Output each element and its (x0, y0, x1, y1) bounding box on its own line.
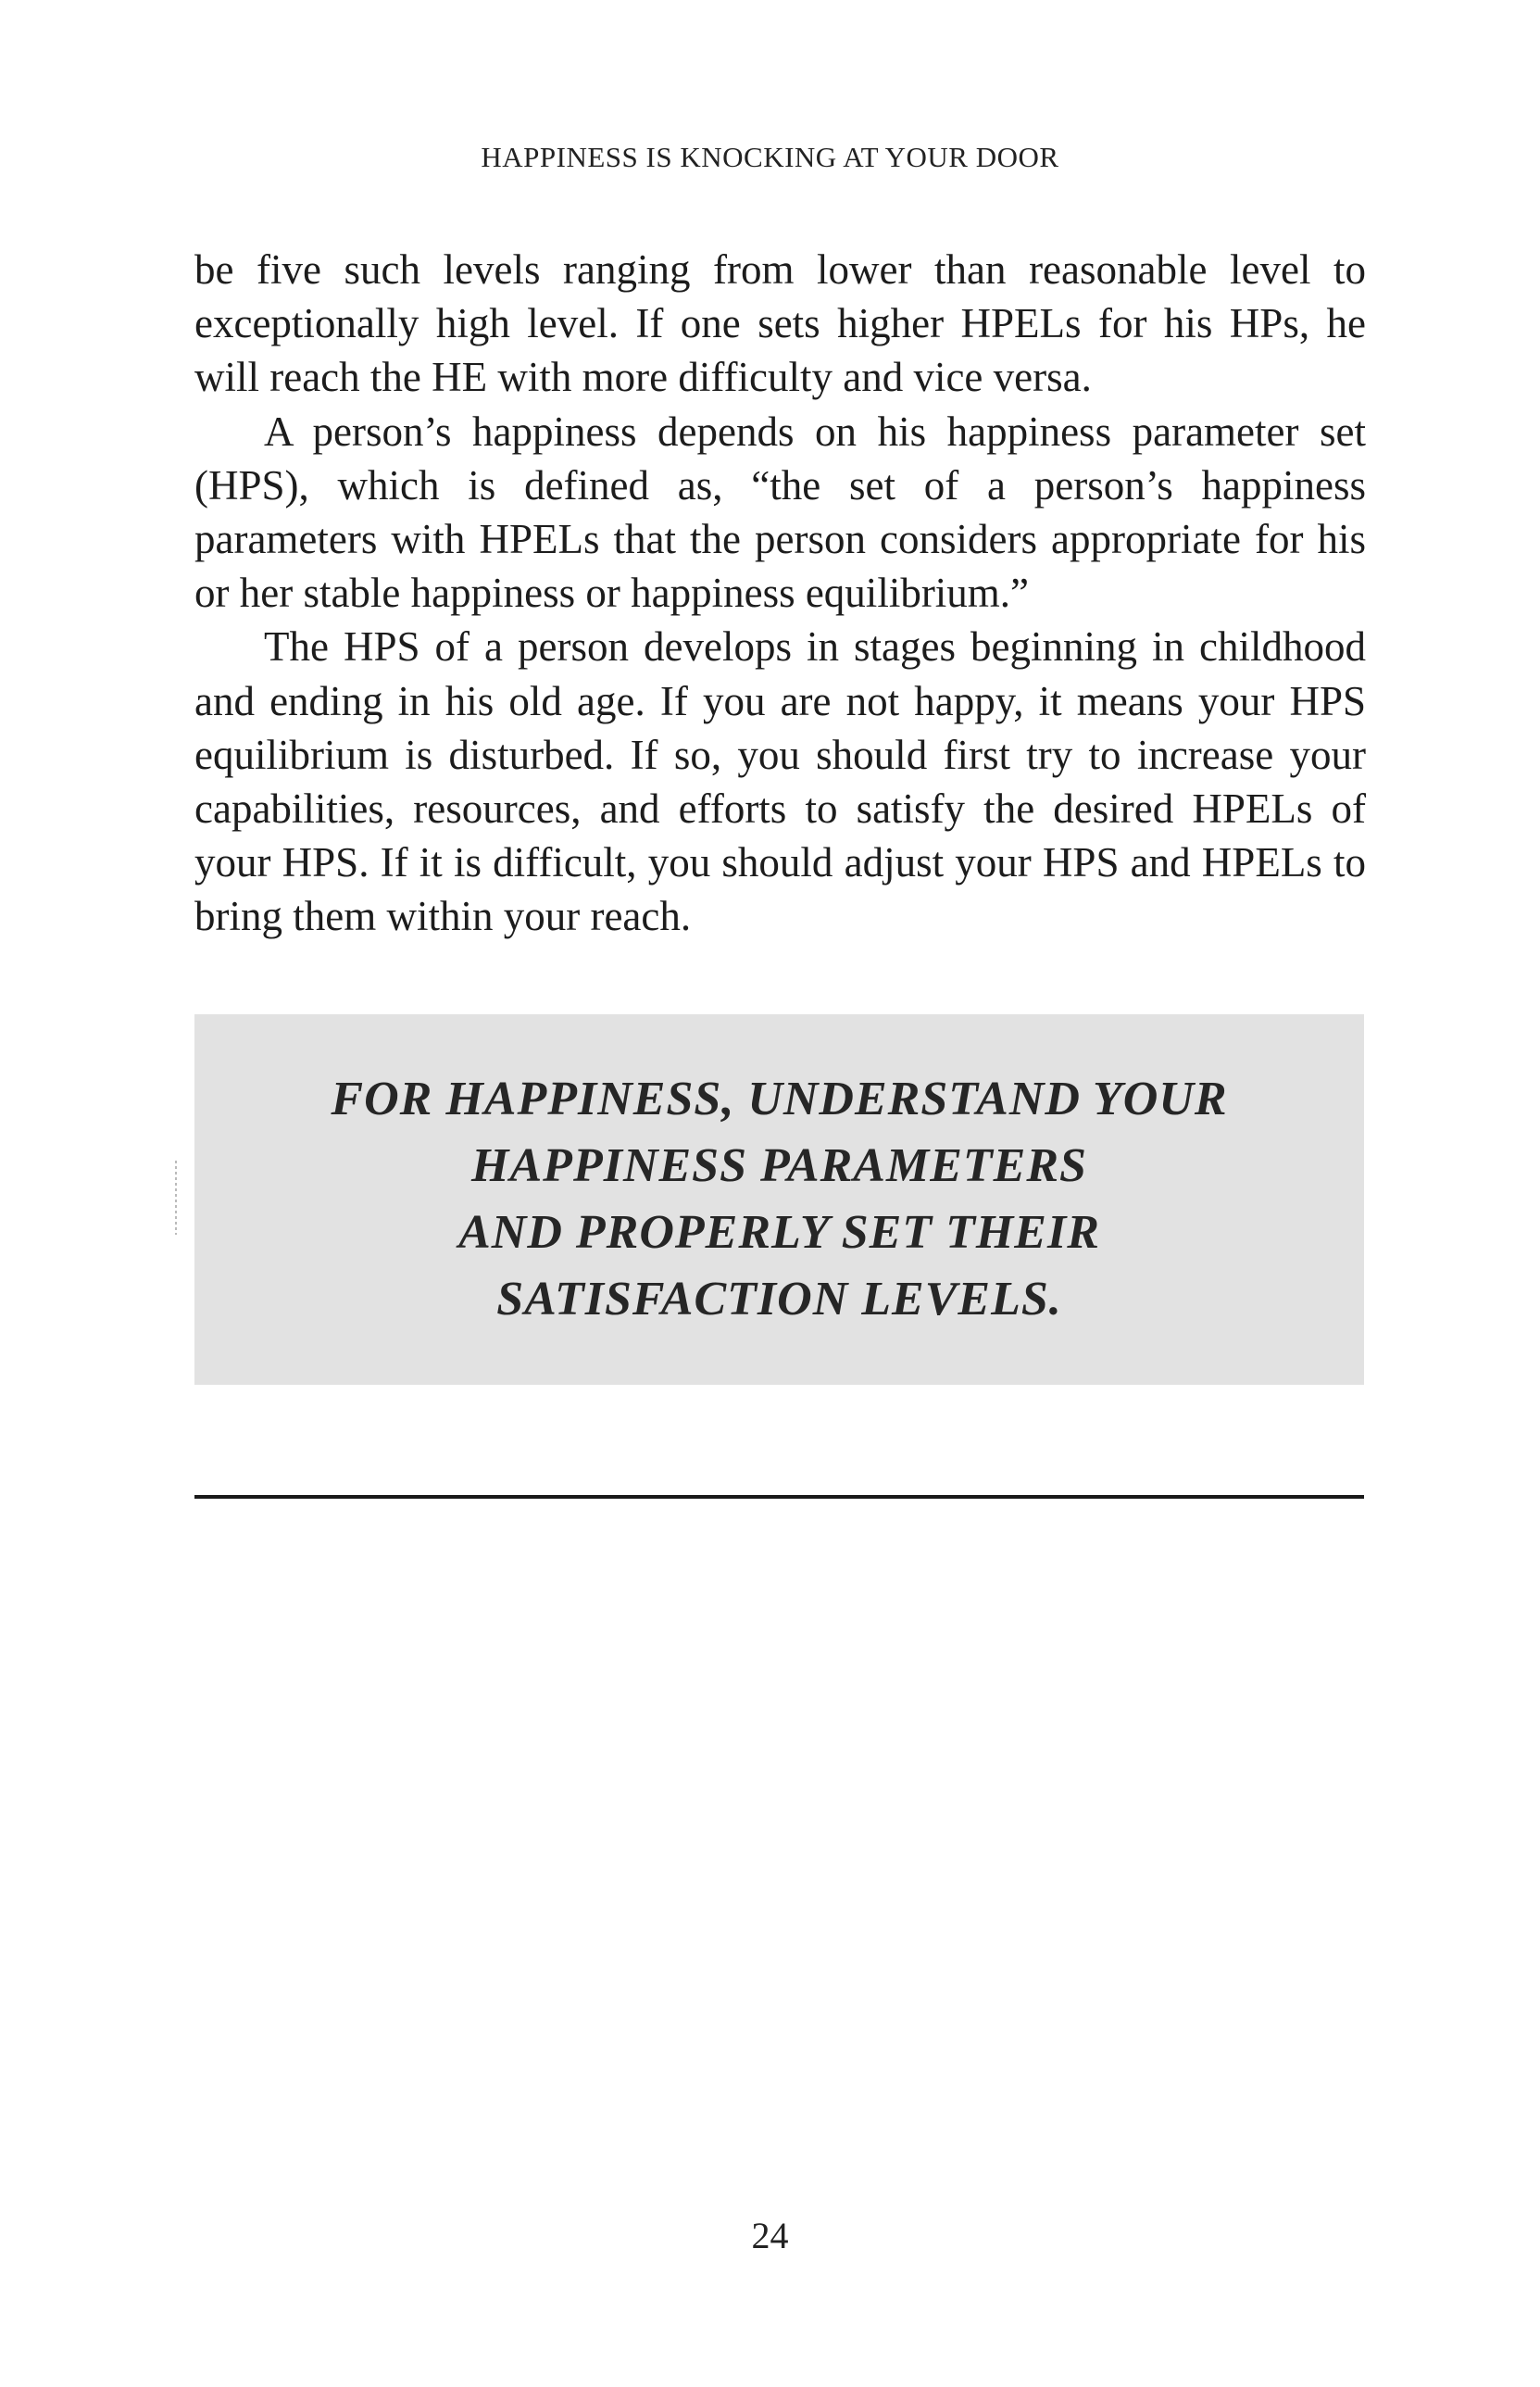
paragraph-hps-definition: A person’s happiness depends on his happiness parameter set (HPS), which is defined as, “the set of a person’s happiness parameters with HPELs that the person considers appropriate for his or her stable happiness or happiness equilibrium.” (194, 408, 1366, 617)
paragraph-continued: be five such levels ranging from lower than reasonable level to exceptionally high level. If one sets higher HPELs for his HPs, he will reach the HE with more difficulty and vice versa. (194, 246, 1366, 401)
scan-artifact-mark (175, 1161, 177, 1235)
paragraph-hps-development: The HPS of a person develops in stages beginning in childhood and ending in his old age. If you are not happy, it means your HPS equilibrium is disturbed. If so, you should first try to increase your capabilities, resources, and efforts to satisfy the desired HPELs of your HPS. If it is difficult, you should adjust your HPS and HPELs to bring them within your reach. (194, 623, 1366, 940)
callout-line: FOR HAPPINESS, UNDERSTAND YOUR (331, 1073, 1228, 1125)
section-divider-rule (194, 1495, 1364, 1499)
running-head: HAPPINESS IS KNOCKING AT YOUR DOOR (481, 141, 1059, 173)
callout-line: AND PROPERLY SET THEIR (458, 1206, 1100, 1259)
callout-line: HAPPINESS PARAMETERS (471, 1139, 1087, 1192)
body-text (194, 243, 1366, 944)
callout-box (194, 1014, 1364, 1385)
page-number: 24 (751, 2215, 789, 2256)
callout-line: SATISFACTION LEVELS. (496, 1273, 1062, 1325)
